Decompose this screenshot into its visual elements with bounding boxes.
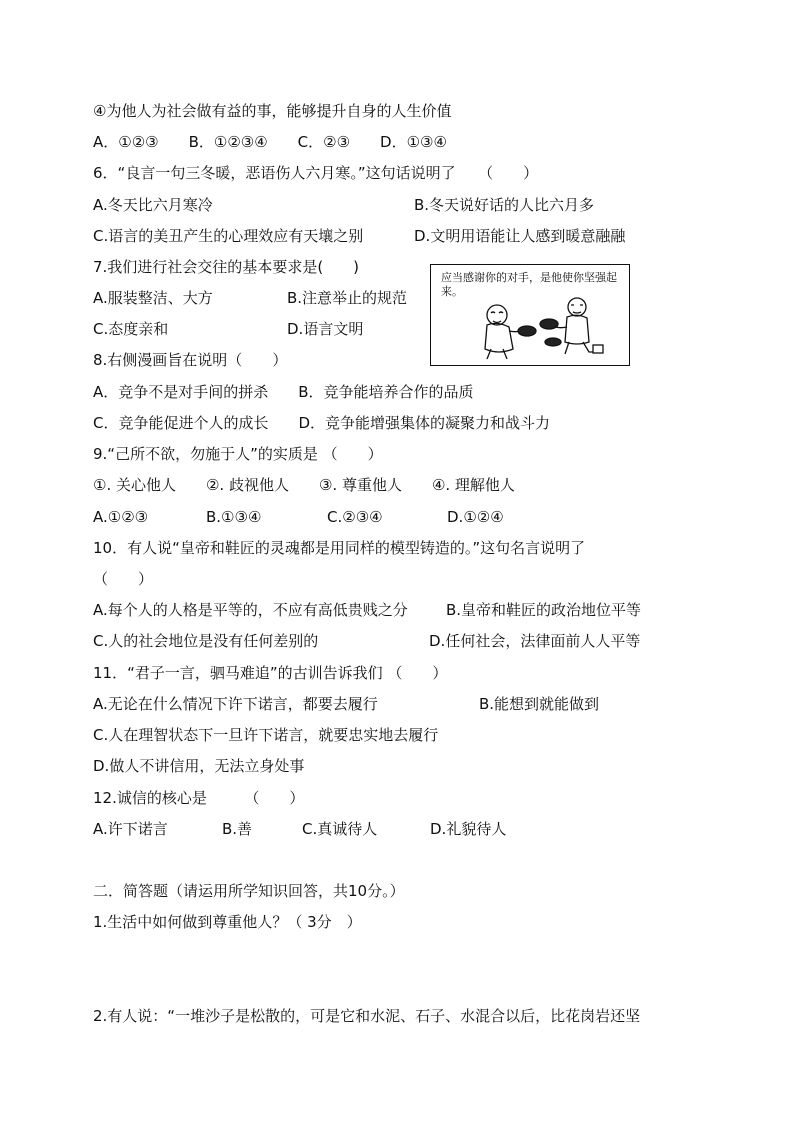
q6-option-d: D.文明用语能让人感到暖意融融 — [414, 227, 626, 245]
right-figure-illustration — [540, 298, 603, 354]
question-8: 8.右侧漫画旨在说明（ ） — [93, 351, 288, 369]
question-12: 12.诚信的核心是 （ ） — [93, 789, 305, 807]
short-answer-2: 2.有人说：“一堆沙子是松散的，可是它和水泥、石子、水混合以后，比花岗岩还坚 — [93, 1007, 641, 1025]
question-7: 7.我们进行社会交往的基本要求是( ) — [93, 258, 360, 276]
q7-option-a: A.服装整洁、大方 — [93, 289, 213, 307]
question-10: 10．有人说“皇帝和鞋匠的灵魂都是用同样的模型铸造的。”这句名言说明了 — [93, 539, 586, 557]
question-6: 6．“良言一句三冬暖，恶语伤人六月寒。”这句话说明了 （ ） — [93, 164, 539, 182]
q10-option-b: B.皇帝和鞋匠的政治地位平等 — [446, 601, 642, 619]
q7-option-d: D.语言文明 — [287, 320, 364, 338]
q10-option-a: A.每个人的人格是平等的，不应有高低贵贱之分 — [93, 601, 408, 619]
q11-option-c: C.人在理智状态下一旦许下诺言，就要忠实地去履行 — [93, 726, 439, 744]
q9-option-d: D.①②④ — [447, 508, 504, 526]
q11-option-b: B.能想到就能做到 — [479, 695, 600, 713]
q8-options-cd: C．竞争能促进个人的成长 D．竞争能增强集体的凝聚力和战斗力 — [93, 414, 551, 432]
question-9: 9.“己所不欲，勿施于人”的实质是 （ ） — [93, 445, 383, 463]
q10-option-c: C.人的社会地位是没有任何差别的 — [93, 632, 319, 650]
q12-option-b: B.善 — [222, 820, 253, 838]
q5-options: A．①②③ B．①②③④ C．②③ D．①③④ — [93, 133, 447, 151]
section-2-heading: 二．简答题（请运用所学知识回答，共10分。） — [93, 882, 405, 900]
q9-statements: ①. 关心他人 ②. 歧视他人 ③. 尊重他人 ④. 理解他人 — [93, 476, 515, 494]
cartoon-caption: 应当感谢你的对手，是他使你坚强起来。 — [441, 271, 617, 298]
q9-option-b: B.①③④ — [206, 508, 262, 526]
left-figure-illustration — [485, 305, 536, 359]
q7-option-b: B.注意举止的规范 — [287, 289, 408, 307]
q9-option-a: A.①②③ — [93, 508, 149, 526]
q8-options-ab: A．竞争不是对手间的拼杀 B．竞争能培养合作的品质 — [93, 383, 474, 401]
q10-bracket: （ ） — [93, 570, 154, 588]
q6-option-b: B.冬天说好话的人比六月多 — [414, 196, 595, 214]
q12-option-c: C.真诚待人 — [302, 820, 378, 838]
q12-option-d: D.礼貌待人 — [430, 820, 507, 838]
q11-option-d: D.做人不讲信用，无法立身处事 — [93, 757, 305, 775]
short-answer-1: 1.生活中如何做到尊重他人？（ 3分 ） — [93, 913, 362, 931]
q12-option-a: A.许下诺言 — [93, 820, 168, 838]
q6-option-c: C.语言的美丑产生的心理效应有天壤之别 — [93, 227, 364, 245]
q6-option-a: A.冬天比六月寒冷 — [93, 196, 213, 214]
cartoon-drawing — [431, 265, 631, 367]
competition-cartoon — [430, 264, 630, 366]
question-11: 11．“君子一言，驷马难追”的古训告诉我们 （ ） — [93, 664, 448, 682]
q10-option-d: D.任何社会，法律面前人人平等 — [429, 632, 641, 650]
q9-option-c: C.②③④ — [327, 508, 383, 526]
q11-option-a: A.无论在什么情况下许下诺言，都要去履行 — [93, 695, 378, 713]
q7-option-c: C.态度亲和 — [93, 320, 169, 338]
option-statement-4: ④为他人为社会做有益的事，能够提升自身的人生价值 — [93, 102, 452, 120]
